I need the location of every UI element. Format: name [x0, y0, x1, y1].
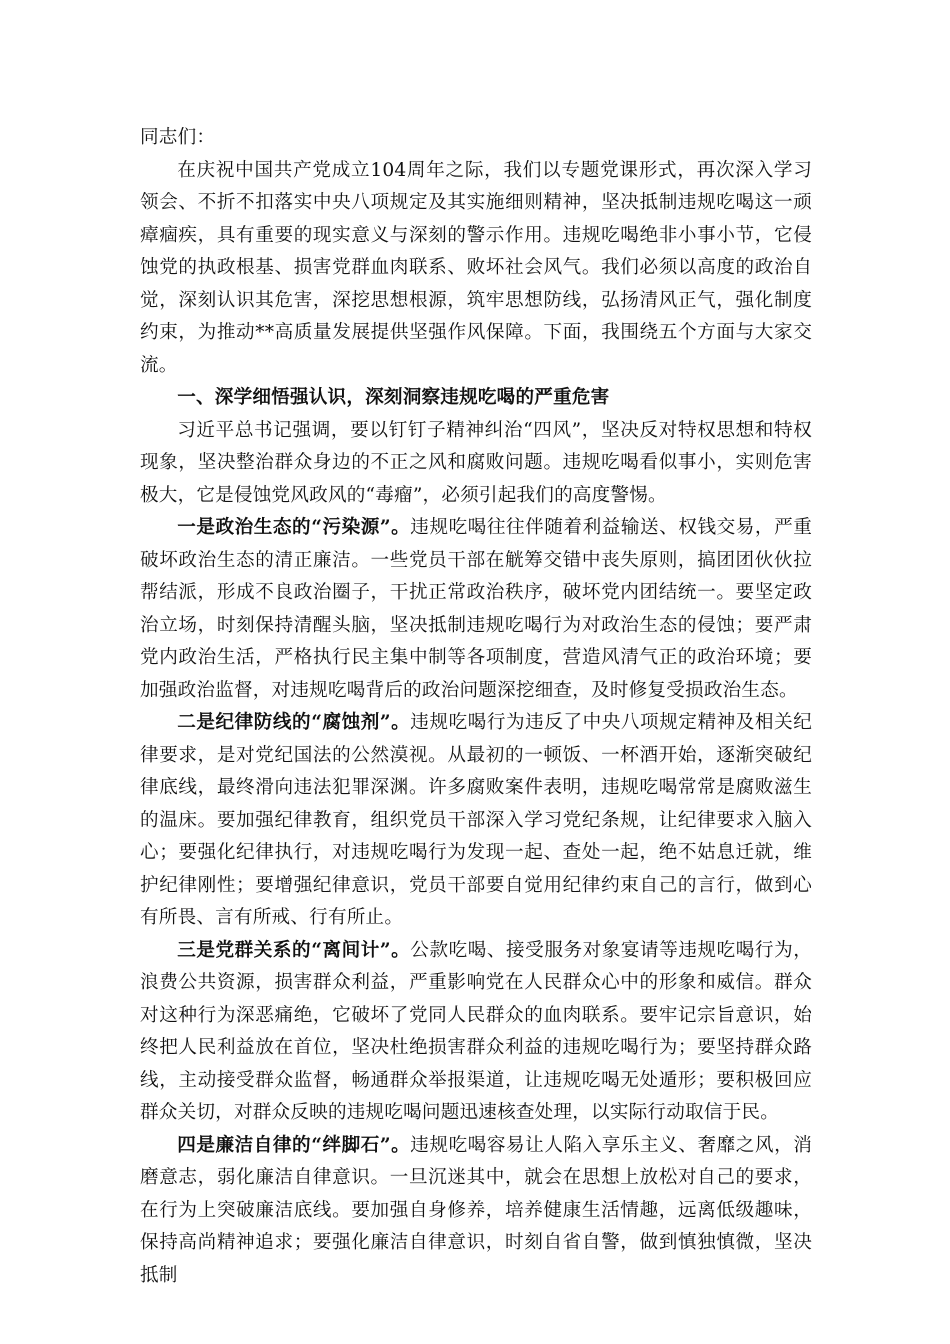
point-4-paragraph: [140, 1130, 812, 1293]
section-1-heading: 一、深学细悟强认识，深刻洞察违规吃喝的严重危害: [177, 387, 610, 408]
point-2-lead: 二是纪律防线的“腐蚀剂”。: [177, 712, 411, 733]
section-1-intro: 习近平总书记强调，要以钉钉子精神纠治“四风”，坚决反对特权思想和特权现象，坚决整治群众身边的不正之风和腐败问题。违规吃喝看似事小，实则危害极大，它是侵蚀党风政风的“毒瘤”，必须引起我们的高度警惕。: [140, 419, 812, 506]
point-1-paragraph: [140, 512, 812, 707]
point-1-text: 违规吃喝往往伴随着利益输送、权钱交易，严重破坏政治生态的清正廉洁。一些党员干部在觥筹交错中丧失原则，搞团团伙伙拉帮结派，形成不良政治圈子，干扰正常政治秩序，破坏党内团结统一。要坚定政治立场，时刻保持清醒头脑，坚决抵制违规吃喝行为对政治生态的侵蚀；要严肃党内政治生活，严格执行民主集中制等各项制度，营造风清气正的政治环境；要加强政治监督，对违规吃喝背后的政治问题深挖细查，及时修复受损政治生态。: [140, 517, 813, 701]
document-body: [140, 122, 812, 1292]
point-4-text: 违规吃喝容易让人陷入享乐主义、奢靡之风，消磨意志，弱化廉洁自律意识。一旦沉迷其中，就会在思想上放松对自己的要求，在行为上突破廉洁底线。要加强自身修养，培养健康生活情趣，远离低级趣味，保持高尚精神追求；要强化廉洁自律意识，时刻自省自警，做到慎独慎微，坚决抵制: [140, 1134, 813, 1286]
point-3-text: 公款吃喝、接受服务对象宴请等违规吃喝行为，浪费公共资源，损害群众利益，严重影响党在人民群众心中的形象和威信。群众对这种行为深恶痛绝，它破坏了党同人民群众的血肉联系。要牢记宗旨意识，始终把人民利益放在首位，坚决杜绝损害群众利益的违规吃喝行为；要坚持群众路线，主动接受群众监督，畅通群众举报渠道，让违规吃喝无处遁形；要积极回应群众关切，对群众反映的违规吃喝问题迅速核查处理，以实际行动取信于民。: [140, 939, 813, 1123]
point-4-lead: 四是廉洁自律的“绊脚石”。: [177, 1134, 411, 1156]
point-1-lead: 一是政治生态的“污染源”。: [177, 517, 411, 538]
point-3-paragraph: [140, 935, 812, 1130]
point-2-paragraph: [140, 707, 812, 935]
point-2-text: 违规吃喝行为违反了中央八项规定精神及相关纪律要求，是对党纪国法的公然漠视。从最初的一顿饭、一杯酒开始，逐渐突破纪律底线，最终滑向违法犯罪深渊。许多腐败案件表明，违规吃喝常常是腐败滋生的温床。要加强纪律教育，组织党员干部深入学习党纪条规，让纪律要求入脑入心；要强化纪律执行，对违规吃喝行为发现一起、查处一起，绝不姑息迁就，维护纪律刚性；要增强纪律意识，党员干部要自觉用纪律约束自己的言行，做到心有所畏、言有所戒、行有所止。: [140, 712, 813, 928]
salutation: 同志们：: [140, 127, 216, 148]
intro-paragraph: 在庆祝中国共产党成立104周年之际，我们以专题党课形式，再次深入学习领会、不折不扣落实中央八项规定及其实施细则精神，坚决抵制违规吃喝这一顽瘴痼疾，具有重要的现实意义与深刻的警示作用。违规吃喝绝非小事小节，它侵蚀党的执政根基、损害党群血肉联系、败坏社会风气。我们必须以高度的政治自觉，深刻认识其危害，深挖思想根源，筑牢思想防线，弘扬清风正气，强化制度约束，为推动**高质量发展提供坚强作风保障。下面，我围绕五个方面与大家交流。: [140, 159, 812, 376]
point-3-lead: 三是党群关系的“离间计”。: [177, 939, 411, 961]
